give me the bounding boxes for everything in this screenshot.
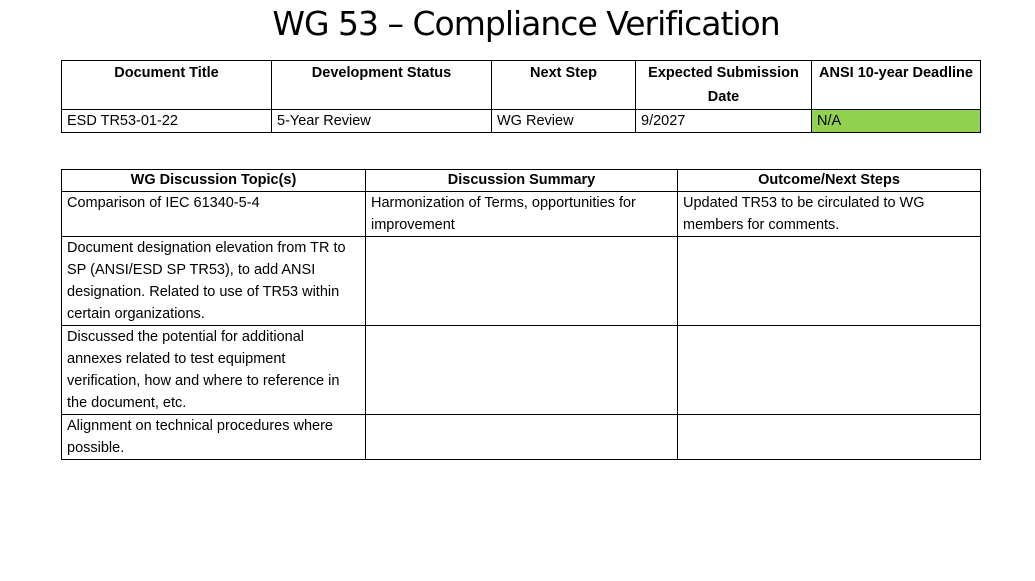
cell-summary: Harmonization of Terms, opportunities for improvement [366, 192, 678, 237]
status-table-header-row [62, 61, 981, 110]
cell-expected-submission-date: 9/2027 [636, 110, 812, 133]
table-row [62, 326, 981, 415]
header-expected-submission-date: Expected Submission Date [636, 61, 812, 110]
cell-document-title: ESD TR53-01-22 [62, 110, 272, 133]
cell-outcome: Updated TR53 to be circulated to WG members for comments. [678, 192, 981, 237]
discussion-table-header-row [62, 170, 981, 192]
cell-outcome [678, 415, 981, 460]
status-table-row [62, 110, 981, 133]
header-ansi-deadline: ANSI 10-year Deadline [812, 61, 981, 110]
header-next-step: Next Step [492, 61, 636, 110]
cell-topic: Alignment on technical procedures where possible. [62, 415, 366, 460]
header-development-status: Development Status [272, 61, 492, 110]
cell-topic: Comparison of IEC 61340-5-4 [62, 192, 366, 237]
cell-topic: Document designation elevation from TR to SP (ANSI/ESD SP TR53), to add ANSI designation. Related to use of TR53 within certain organizations. [62, 237, 366, 326]
slide-title: WG 53 – Compliance Verification [272, 4, 780, 43]
cell-next-step: WG Review [492, 110, 636, 133]
cell-summary [366, 415, 678, 460]
cell-topic: Discussed the potential for additional annexes related to test equipment verification, how and where to reference in the document, etc. [62, 326, 366, 415]
discussion-table [61, 169, 981, 460]
cell-outcome [678, 326, 981, 415]
header-discussion-topic: WG Discussion Topic(s) [62, 170, 366, 192]
header-document-title: Document Title [62, 61, 272, 110]
table-row [62, 237, 981, 326]
document-status-table [61, 60, 981, 133]
cell-summary [366, 237, 678, 326]
table-row [62, 415, 981, 460]
cell-ansi-deadline: N/A [812, 110, 981, 133]
header-outcome-next-steps: Outcome/Next Steps [678, 170, 981, 192]
cell-outcome [678, 237, 981, 326]
cell-summary [366, 326, 678, 415]
table-row [62, 192, 981, 237]
cell-development-status: 5-Year Review [272, 110, 492, 133]
header-discussion-summary: Discussion Summary [366, 170, 678, 192]
